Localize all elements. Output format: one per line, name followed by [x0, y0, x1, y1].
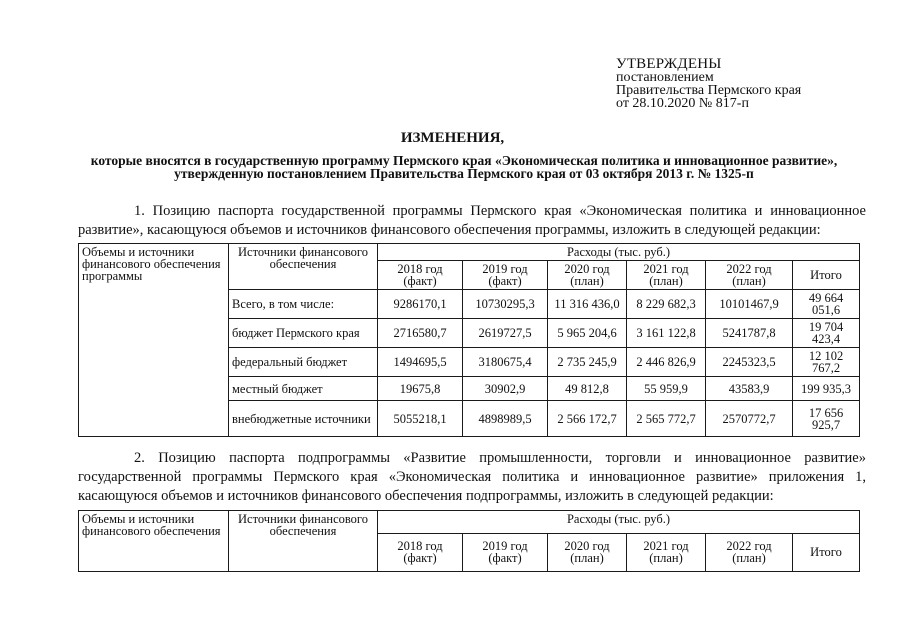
object-heading-cell: Объемы и источники финансового обеспечения [79, 511, 229, 572]
value-cell: 2 446 826,9 [627, 348, 706, 377]
value-cell: 19675,8 [378, 377, 463, 401]
total-header-cell: Итого [793, 533, 860, 571]
value-cell: 55 959,9 [627, 377, 706, 401]
total-header-cell: Итого [793, 261, 860, 290]
value-cell: 5055218,1 [378, 401, 463, 437]
expenses-heading-cell: Расходы (тыс. руб.) [378, 511, 860, 534]
year-header-cell: 2019 год (факт) [463, 533, 548, 571]
value-cell: 8 229 682,3 [627, 290, 706, 319]
value-cell: 4898989,5 [463, 401, 548, 437]
year-header-cell: 2020 год (план) [548, 533, 627, 571]
source-heading-cell: Источники финансового обеспечения [229, 511, 378, 572]
value-cell: 11 316 436,0 [548, 290, 627, 319]
value-cell: 3 161 122,8 [627, 319, 706, 348]
total-cell: 199 935,3 [793, 377, 860, 401]
value-cell: 2 565 772,7 [627, 401, 706, 437]
value-cell: 49 812,8 [548, 377, 627, 401]
value-cell: 2619727,5 [463, 319, 548, 348]
year-header-cell: 2019 год (факт) [463, 261, 548, 290]
table-header-row [79, 244, 860, 261]
object-heading-cell: Объемы и источники финансового обеспечения программы [79, 244, 229, 437]
approval-heading: УТВЕРЖДЕНЫ [616, 56, 722, 72]
expenses-heading-cell: Расходы (тыс. руб.) [378, 244, 860, 261]
source-cell: Всего, в том числе: [229, 290, 378, 319]
financing-table-program [78, 243, 860, 437]
total-cell: 19 704 423,4 [793, 319, 860, 348]
year-header-cell: 2022 год (план) [706, 533, 793, 571]
value-cell: 3180675,4 [463, 348, 548, 377]
document-title: ИЗМЕНЕНИЯ, [400, 130, 505, 146]
value-cell: 10730295,3 [463, 290, 548, 319]
source-cell: бюджет Пермского края [229, 319, 378, 348]
value-cell: 1494695,5 [378, 348, 463, 377]
year-header-cell: 2021 год (план) [627, 261, 706, 290]
total-cell: 12 102 767,2 [793, 348, 860, 377]
value-cell: 2 566 172,7 [548, 401, 627, 437]
paragraph-2: 2. Позицию паспорта подпрограммы «Развитие промышленности, торговли и инновационное развитие» государственной программы Пермского края «Экономическая политика и инновационное развитие» приложения 1, касающуюся объемов и источников финансового обеспечения подпрограммы, изложить в следующей редакции: [78, 450, 866, 504]
year-header-cell: 2018 год (факт) [378, 533, 463, 571]
paragraph-1: 1. Позицию паспорта государственной программы Пермского края «Экономическая политика и инновационное развитие», касающуюся объемов и источников финансового обеспечения программы, изложить в следующей редакции: [78, 203, 866, 238]
approval-date-number: от 28.10.2020 № 817-п [616, 96, 749, 111]
approval-stamp [616, 58, 846, 110]
year-header-cell: 2020 год (план) [548, 261, 627, 290]
value-cell: 2 735 245,9 [548, 348, 627, 377]
total-cell: 49 664 051,6 [793, 290, 860, 319]
source-heading-cell: Источники финансового обеспечения [229, 244, 378, 290]
source-cell: федеральный бюджет [229, 348, 378, 377]
value-cell: 9286170,1 [378, 290, 463, 319]
value-cell: 2570772,7 [706, 401, 793, 437]
value-cell: 5 965 204,6 [548, 319, 627, 348]
total-cell: 17 656 925,7 [793, 401, 860, 437]
year-header-cell: 2018 год (факт) [378, 261, 463, 290]
value-cell: 43583,9 [706, 377, 793, 401]
value-cell: 5241787,8 [706, 319, 793, 348]
value-cell: 2245323,5 [706, 348, 793, 377]
year-header-cell: 2022 год (план) [706, 261, 793, 290]
financing-table-subprogram [78, 510, 860, 572]
approval-line: Правительства Пермского края [616, 83, 802, 98]
value-cell: 2716580,7 [378, 319, 463, 348]
source-cell: местный бюджет [229, 377, 378, 401]
source-cell: внебюджетные источники [229, 401, 378, 437]
approval-line: постановлением [616, 70, 714, 85]
value-cell: 30902,9 [463, 377, 548, 401]
year-header-cell: 2021 год (план) [627, 533, 706, 571]
value-cell: 10101467,9 [706, 290, 793, 319]
table-header-row [79, 511, 860, 534]
document-subtitle: которые вносятся в государственную программу Пермского края «Экономическая политика и инновационное развитие», утвержденную постановлением Правительства Пермского края от 03 октября 2013 г. № 1325-п [90, 153, 838, 181]
